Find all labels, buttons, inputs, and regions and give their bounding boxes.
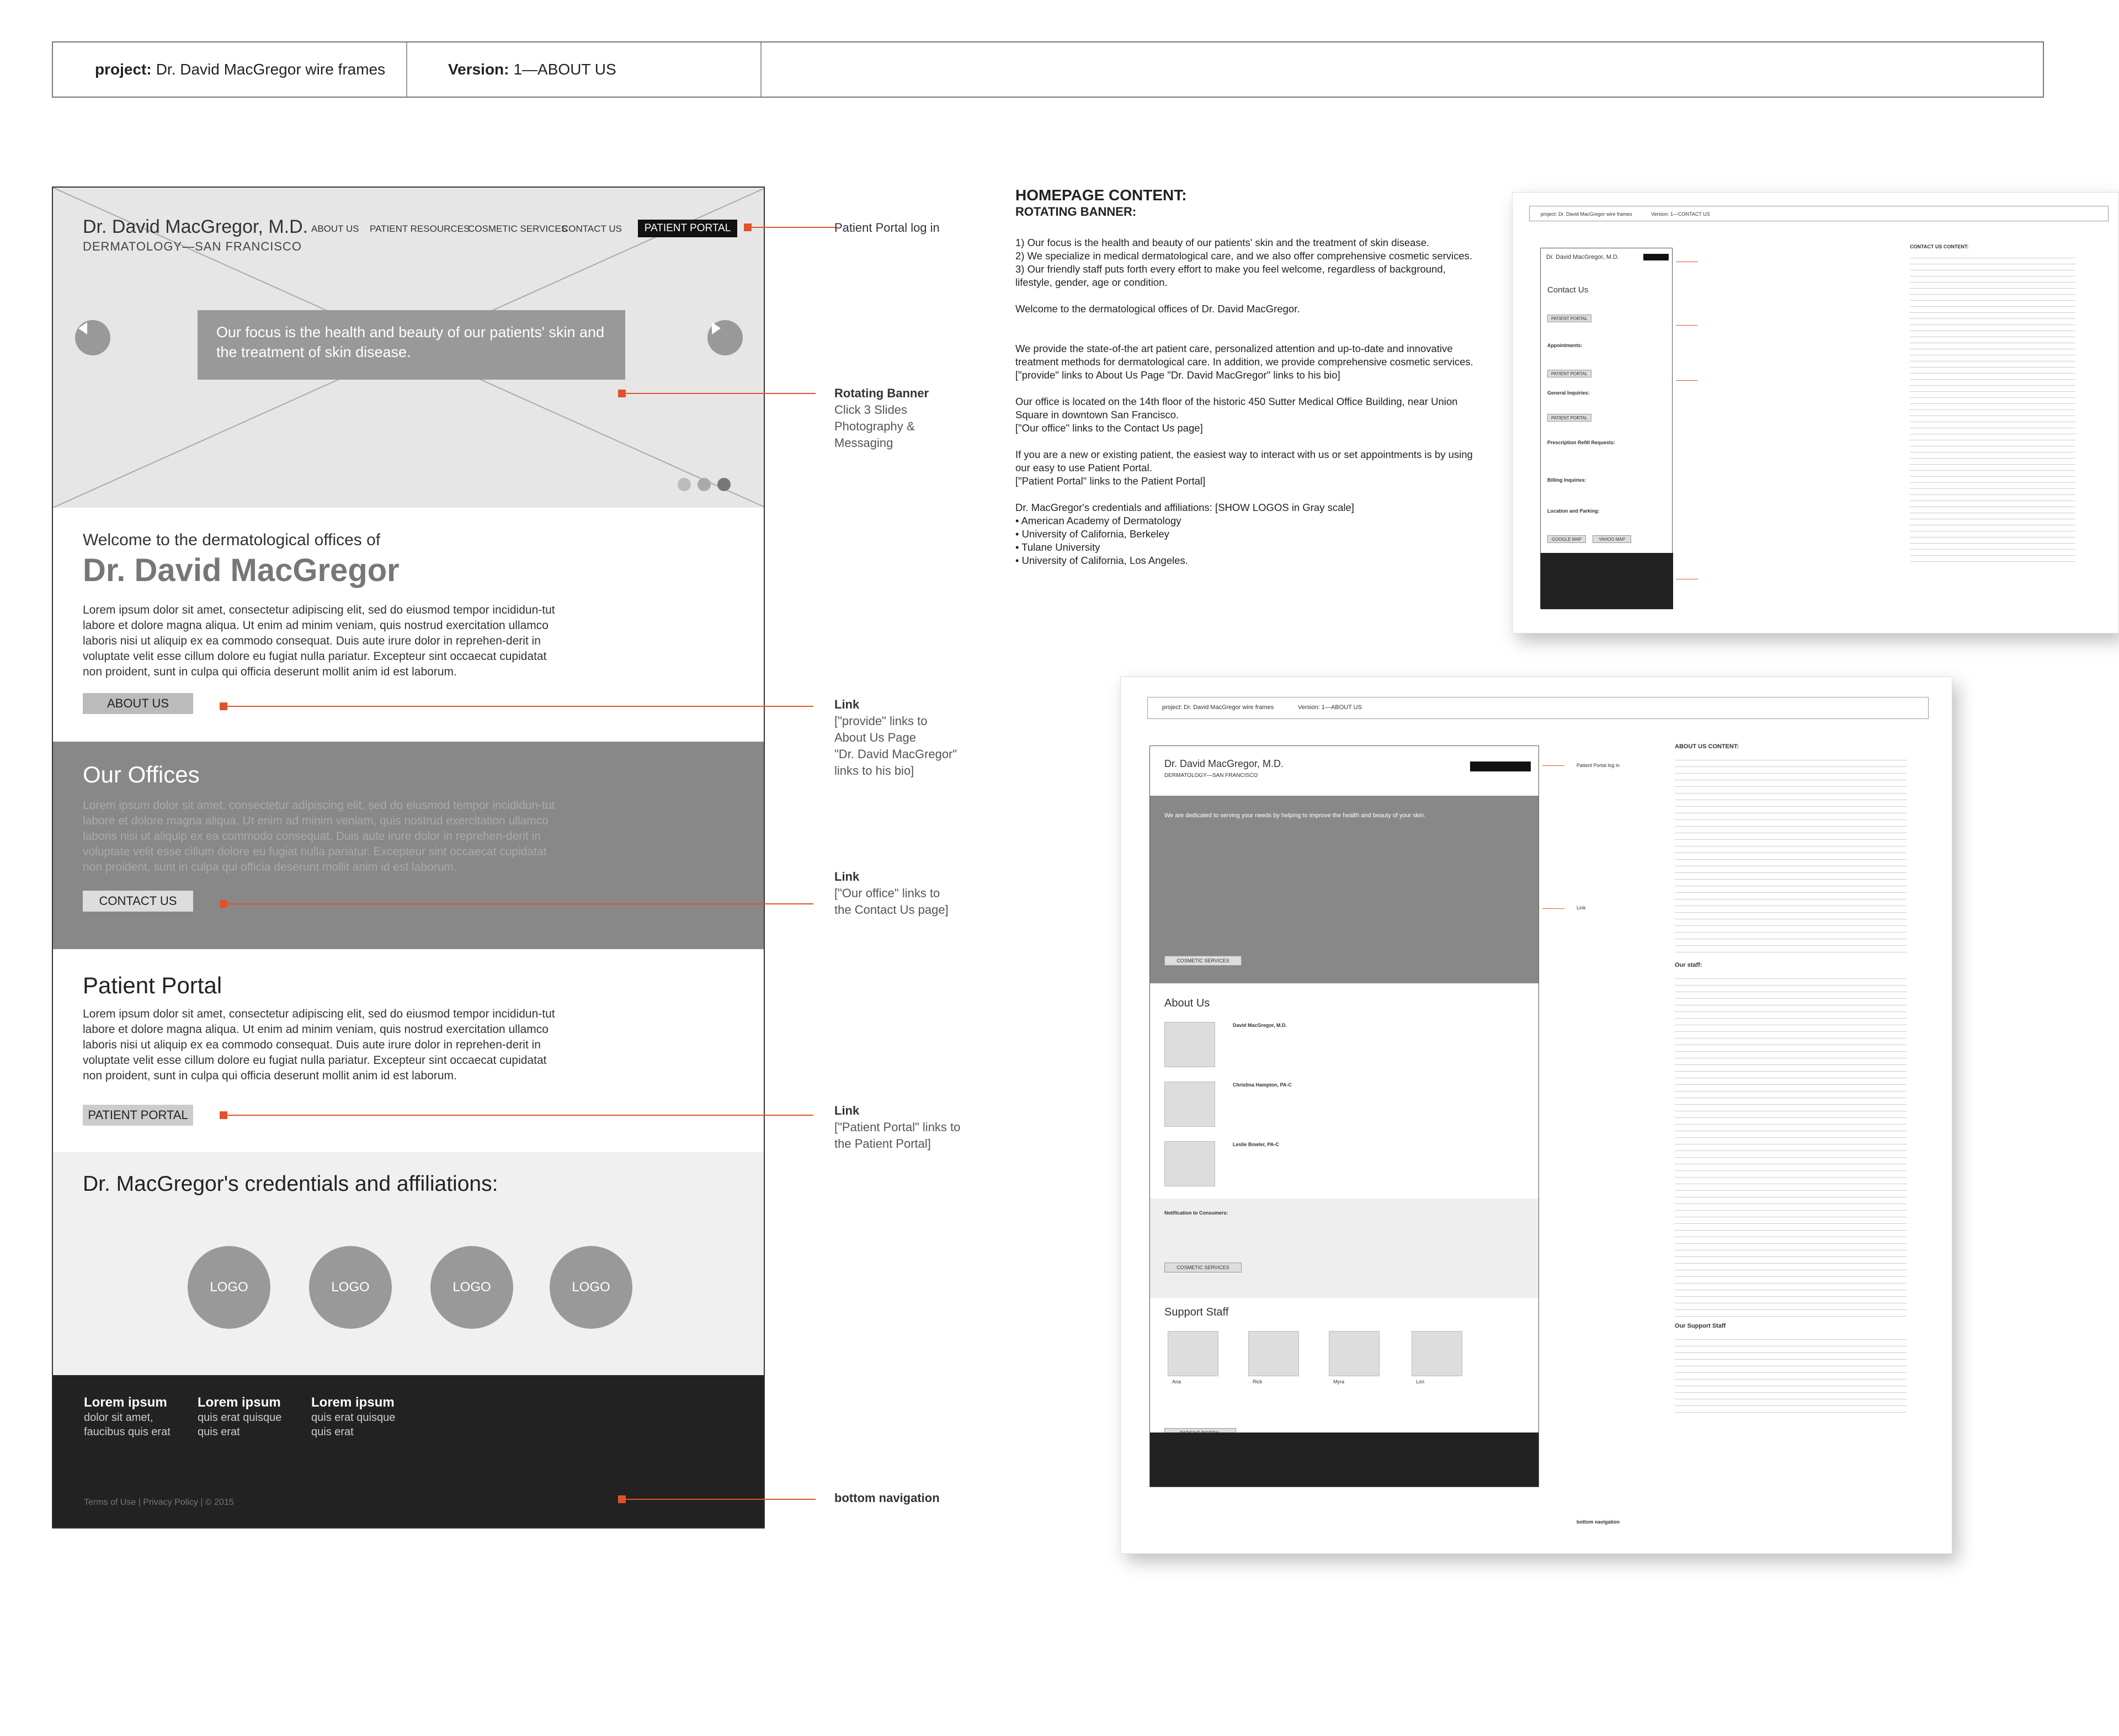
footer-col-line[interactable]: dolor sit amet,: [84, 1412, 153, 1424]
footer-legal[interactable]: Terms of Use | Privacy Policy | © 2015: [84, 1498, 234, 1507]
annotation-text: Patient Portal log in: [1577, 763, 1620, 768]
staff-photo: [1164, 1141, 1215, 1186]
nav-contact-us[interactable]: CONTACT US: [562, 223, 622, 234]
thumb-button: GOOGLE MAP: [1547, 535, 1586, 543]
offices-body: Lorem ipsum dolor sit amet, consectetur adipiscing elit, sed do eiusmod tempor incididun-tut labore et dolore magna aliqua. Ut enim ad minim veniam, quis nostrud exercitation ullamco laboris nisi ut aliquip ex ea commodo consequat. Duis aute irure dolor in reprehen-derit in voluptate velit esse cillum dolore eu fugiat nulla pariatur. Excepteur sint occaecat cupidatat non proident, sunt in culpa qui officia deserunt mollit anim id est laborum.: [83, 799, 555, 874]
content-subtitle: ROTATING BANNER:: [1015, 205, 1137, 219]
annotation-line-text: ["Our office" links to: [834, 886, 940, 900]
annotation-text: bottom navigation: [1577, 1519, 1620, 1525]
contact-us-button[interactable]: CONTACT US: [83, 891, 193, 912]
patient-portal-button[interactable]: PATIENT PORTAL: [638, 220, 737, 237]
thumb-label: General Inquiries:: [1547, 390, 1590, 396]
contact-us-wireframe-thumbnail[interactable]: [1512, 192, 2119, 633]
annotation-line-text: Photography &: [834, 419, 915, 433]
affiliation-logo: LOGO: [430, 1246, 513, 1329]
thumb-support-label: Our Support Staff: [1675, 1323, 1726, 1329]
thumb-brand: Dr. David MacGregor, M.D.: [1164, 758, 1284, 769]
annotation-line: [752, 227, 813, 228]
support-name: Lori: [1416, 1379, 1425, 1384]
slide-dot-active[interactable]: [717, 478, 731, 491]
annotation-title: Rotating Banner: [834, 386, 929, 400]
footer-col-head[interactable]: Lorem ipsum: [84, 1395, 167, 1410]
annotation-link-portal: [834, 1103, 960, 1152]
staff-name: Christina Hampton, PA-C: [1233, 1082, 1292, 1088]
version-cell: [448, 42, 616, 97]
thumb-content-lines: [1675, 757, 1907, 955]
offices-section: [53, 742, 765, 949]
annotation-line-text: the Contact Us page]: [834, 903, 949, 917]
thumb-button: YAHOO MAP: [1593, 535, 1631, 543]
thumb-page: [1149, 745, 1539, 1487]
version-label: Version:: [448, 61, 509, 78]
thumb-version: Version: 1—CONTACT US: [1651, 211, 1710, 217]
support-name: Rick: [1253, 1379, 1263, 1384]
thumb-project: project: Dr. David MacGregor wire frames: [1162, 704, 1274, 711]
divider: [406, 42, 407, 97]
project-value: Dr. David MacGregor wire frames: [156, 61, 386, 78]
next-slide-button[interactable]: [707, 320, 743, 355]
thumb-header-bar: [1529, 206, 2109, 221]
footer-col: [84, 1395, 171, 1439]
thumb-label: Prescription Refill Requests:: [1547, 440, 1616, 445]
credentials-title: Dr. MacGregor's credentials and affiliations:: [83, 1172, 498, 1196]
thumb-button: PATIENT PORTAL: [1547, 414, 1591, 422]
thumb-notification: [1150, 1199, 1539, 1298]
staff-name: David MacGregor, M.D.: [1233, 1023, 1287, 1028]
annotation-marker: [744, 223, 752, 231]
annotation-line-text: the Patient Portal]: [834, 1137, 931, 1151]
affiliation-item: • American Academy of Dermatology: [1015, 515, 1181, 526]
arrow-right-icon: [707, 320, 724, 337]
content-paragraph: ["Our office" links to the Contact Us page]: [1015, 422, 1203, 434]
nav-about-us[interactable]: ABOUT US: [311, 223, 359, 234]
annotation-line: [626, 393, 816, 394]
footer-col-head[interactable]: Lorem ipsum: [198, 1395, 281, 1410]
annotation-bottom-nav: bottom navigation: [834, 1491, 940, 1505]
thumb-page: [1540, 248, 1673, 609]
thumb-label: Appointments:: [1547, 343, 1583, 348]
thumb-intro-section: [1150, 796, 1539, 983]
annotation-link-about: [834, 696, 957, 779]
affiliation-item: • University of California, Los Angeles.: [1015, 555, 1188, 566]
thumb-header-bar: [1147, 697, 1929, 719]
portal-body: Lorem ipsum dolor sit amet, consectetur adipiscing elit, sed do eiusmod tempor incididun-tut labore et dolore magna aliqua. Ut enim ad minim veniam, quis nostrud exercitation ullamco laboris nisi ut aliquip ex ea commodo consequat. Duis aute irure dolor in reprehen-derit in voluptate velit esse cillum dolore eu fugiat nulla pariatur. Excepteur sint occaecat cupidatat non proident, sunt in culpa qui officia deserunt mollit anim id est laborum.: [83, 1008, 555, 1082]
content-paragraph: We provide the state-of-the art patient care, personalized attention and up-to-date and innovative treatment methods for dermatological care. In addition, we provide comprehensive cosmetic services.: [1015, 343, 1473, 368]
thumb-label: Location and Parking:: [1547, 508, 1600, 514]
affiliation-item: • Tulane University: [1015, 541, 1100, 553]
thumb-content-lines: [1675, 975, 1907, 1317]
thumb-brand: Dr. David MacGregor, M.D.: [1546, 254, 1620, 260]
prev-slide-button[interactable]: [75, 320, 110, 355]
slide-dot[interactable]: [698, 478, 711, 491]
affiliation-logo: LOGO: [188, 1246, 270, 1329]
annotation-line: [1676, 325, 1698, 326]
footer-col-line[interactable]: quis erat: [198, 1426, 240, 1438]
thumb-brand-sub: DERMATOLOGY—SAN FRANCISCO: [1164, 773, 1258, 779]
thumb-footer: [1541, 553, 1673, 609]
annotation-line-text: ["Patient Portal" links to: [834, 1120, 961, 1134]
footer: [53, 1375, 765, 1529]
notif-title: Notification to Consumers:: [1164, 1210, 1228, 1216]
thumb-content-title: CONTACT US CONTENT:: [1910, 244, 1969, 249]
annotation-line: [227, 706, 813, 707]
staff-photo: [1164, 1022, 1215, 1067]
thumb-support-title: Support Staff: [1164, 1306, 1229, 1318]
thumb-about-title: About Us: [1164, 997, 1210, 1009]
slide-dot[interactable]: [678, 478, 691, 491]
staff-name: Leslie Bowler, PA-C: [1233, 1142, 1279, 1147]
thumb-portal-button: [1470, 762, 1531, 771]
annotation-title: Link: [834, 870, 860, 883]
annotation-link-contact: [834, 869, 949, 918]
annotation-marker: [220, 1111, 227, 1119]
footer-col: [311, 1395, 395, 1439]
thumb-version: Version: 1—ABOUT US: [1298, 704, 1362, 711]
annotation-rotating-banner: [834, 385, 929, 451]
affiliation-logo: LOGO: [309, 1246, 392, 1329]
affiliation-item: • University of California, Berkeley: [1015, 528, 1169, 540]
staff-photo: [1248, 1331, 1299, 1376]
staff-photo: [1168, 1331, 1218, 1376]
annotation-title: Link: [834, 697, 860, 711]
content-paragraph: 2) We specialize in medical dermatological care, and we also offer comprehensive cosmetic services.: [1015, 250, 1473, 262]
content-paragraph: 3) Our friendly staff puts forth every effort to make you feel welcome, regardless of background, lifestyle, gender, age or condition.: [1015, 263, 1446, 288]
credentials-section: [53, 1152, 765, 1375]
thumb-button: COSMETIC SERVICES: [1164, 1263, 1242, 1272]
annotation-line: [227, 1115, 813, 1116]
footer-col-line[interactable]: faucibus quis erat: [84, 1426, 171, 1438]
thumb-button: PATIENT PORTAL: [1547, 315, 1591, 322]
thumb-footer: [1150, 1433, 1539, 1487]
footer-col: [198, 1395, 281, 1439]
thumb-content-lines: [1910, 254, 2075, 563]
project-label: project:: [95, 61, 152, 78]
annotation-marker: [220, 900, 227, 908]
content-paragraph: 1) Our focus is the health and beauty of our patients' skin and the treatment of skin disease.: [1015, 237, 1430, 248]
welcome-line: Welcome to the dermatological offices of: [83, 531, 381, 549]
homepage-wireframe: [52, 187, 765, 1529]
support-name: Myra: [1333, 1379, 1344, 1384]
annotation-line: [1542, 765, 1564, 766]
welcome-name: Dr. David MacGregor: [83, 552, 400, 588]
banner-message: Our focus is the health and beauty of our patients' skin and the treatment of skin disease.: [198, 310, 625, 380]
footer-col-head[interactable]: Lorem ipsum: [311, 1395, 395, 1410]
annotation-portal-login: Patient Portal log in: [834, 221, 940, 235]
content-paragraph: Dr. MacGregor's credentials and affiliations: [SHOW LOGOS in Gray scale]: [1015, 502, 1354, 513]
annotation-marker: [618, 390, 626, 397]
thumb-content-title: ABOUT US CONTENT:: [1675, 743, 1739, 750]
thumb-staff-label: Our staff:: [1675, 962, 1702, 968]
thumb-content-lines: [1675, 1336, 1907, 1413]
project-header-bar: [52, 41, 2044, 98]
thumb-project: project: Dr. David MacGregor wire frames: [1541, 211, 1632, 217]
divider: [760, 42, 762, 97]
affiliation-logo: LOGO: [550, 1246, 632, 1329]
annotation-line-text: About Us Page: [834, 731, 916, 744]
annotation-line: [1542, 908, 1564, 909]
annotation-line-text: links to his bio]: [834, 764, 914, 778]
annotation-title: Link: [834, 1104, 860, 1117]
content-paragraph: ["Patient Portal" links to the Patient Portal]: [1015, 475, 1206, 487]
content-paragraph: ["provide" links to About Us Page "Dr. David MacGregor" links to his bio]: [1015, 369, 1340, 381]
project-cell: [95, 42, 385, 97]
staff-photo: [1329, 1331, 1380, 1376]
brand-name[interactable]: Dr. David MacGregor, M.D.: [83, 216, 308, 237]
annotation-line: [227, 903, 813, 904]
thumb-portal-button: [1643, 254, 1669, 260]
nav-cosmetic-services[interactable]: COSMETIC SERVICES: [468, 223, 568, 234]
footer-col-line[interactable]: quis erat: [311, 1426, 354, 1438]
annotation-line-text: ["provide" links to: [834, 714, 928, 728]
staff-photo: [1412, 1331, 1462, 1376]
brand-subtitle: DERMATOLOGY—SAN FRANCISCO: [83, 239, 302, 253]
annotation-line: [1676, 380, 1698, 381]
content-paragraph: Welcome to the dermatological offices of Dr. David MacGregor.: [1015, 303, 1300, 315]
welcome-body: Lorem ipsum dolor sit amet, consectetur adipiscing elit, sed do eiusmod tempor incididun-tut labore et dolore magna aliqua. Ut enim ad minim veniam, quis nostrud exercitation ullamco laboris nisi ut aliquip ex ea commodo consequat. Duis aute irure dolor in reprehen-derit in voluptate velit esse cillum dolore eu fugiat nulla pariatur. Excepteur sint occaecat cupidatat non proident, sunt in culpa qui officia deserunt mollit anim id est laborum.: [83, 604, 555, 678]
about-us-wireframe-thumbnail[interactable]: [1120, 677, 1952, 1554]
thumb-title: Contact Us: [1547, 285, 1589, 295]
support-name: Ana: [1172, 1379, 1181, 1384]
portal-title: Patient Portal: [83, 972, 222, 998]
thumb-button: PATIENT PORTAL: [1547, 370, 1591, 377]
annotation-text: Link: [1577, 905, 1586, 910]
about-us-button[interactable]: ABOUT US: [83, 693, 193, 714]
homepage-content-text: [1015, 187, 1473, 567]
annotation-line-text: Messaging: [834, 436, 893, 450]
footer-col-line[interactable]: quis erat quisque: [198, 1412, 282, 1424]
offices-title: Our Offices: [83, 762, 200, 787]
annotation-marker: [220, 702, 227, 710]
thumb-intro: We are dedicated to serving your needs by helping to improve the health and beauty of your skin.: [1164, 812, 1426, 819]
thumb-label: Billing Inquiries:: [1547, 477, 1586, 483]
content-paragraph: If you are a new or existing patient, the easiest way to interact with us or set appointments is by using our easy to use Patient Portal.: [1015, 449, 1473, 473]
content-paragraph: Our office is located on the 14th floor of the historic 450 Sutter Medical Office Building, near Union Square in downtown San Francisco.: [1015, 396, 1458, 420]
nav-patient-resources[interactable]: PATIENT RESOURCES: [370, 223, 470, 234]
footer-col-line[interactable]: quis erat quisque: [311, 1412, 396, 1424]
content-title: HOMEPAGE CONTENT:: [1015, 187, 1187, 204]
annotation-line: [813, 227, 835, 228]
patient-portal-section-button[interactable]: PATIENT PORTAL: [83, 1105, 193, 1126]
annotation-line-text: Click 3 Slides: [834, 403, 908, 417]
annotation-line: [626, 1499, 816, 1500]
thumb-button: COSMETIC SERVICES: [1164, 956, 1242, 966]
annotation-marker: [618, 1495, 626, 1503]
annotation-line-text: "Dr. David MacGregor": [834, 747, 957, 761]
arrow-left-icon: [75, 320, 92, 337]
version-value: 1—ABOUT US: [513, 61, 616, 78]
staff-photo: [1164, 1082, 1215, 1127]
rotating-banner: [53, 188, 765, 508]
